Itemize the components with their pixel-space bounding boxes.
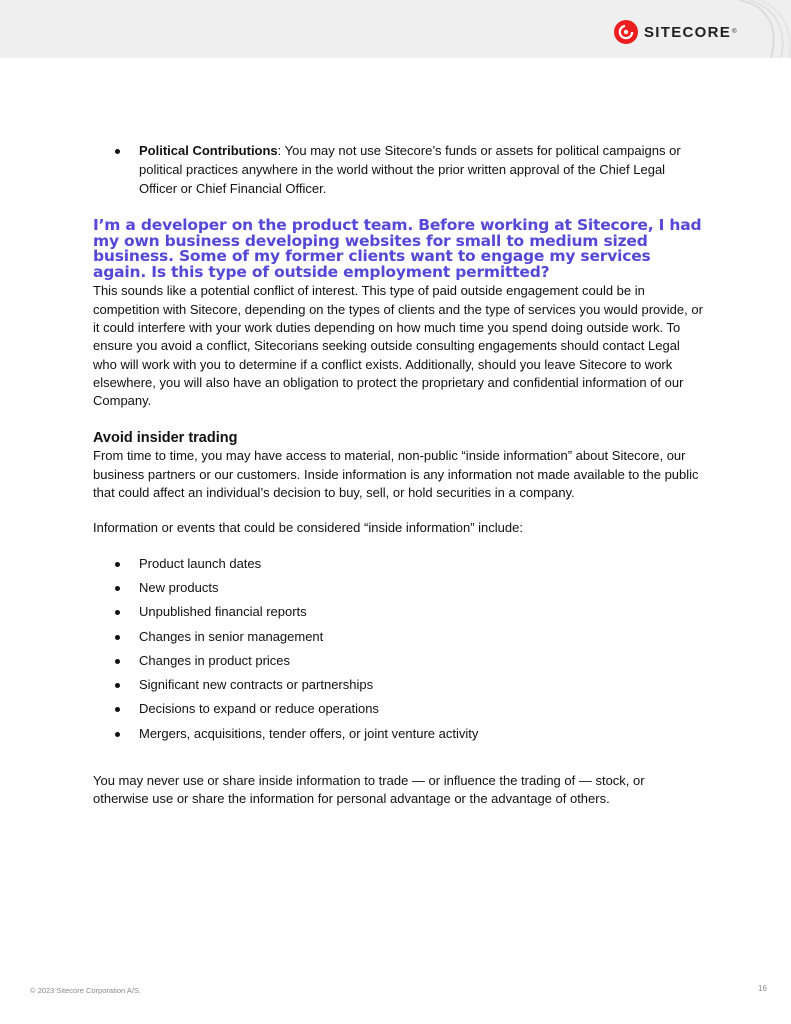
list-item: Mergers, acquisitions, tender offers, or joint venture activity [93, 722, 703, 746]
insider-trading-intro: From time to time, you may have access to material, non-public “inside information” about Sitecore, our business partners or our customers. Inside information is any information not made available to the public that could affect an individual’s decision to buy, sell, or hold securities in a company. [93, 448, 699, 501]
list-item: Changes in senior management [93, 625, 703, 649]
copyright-notice: © 2023 Sitecore Corporation A/S. [30, 986, 142, 995]
list-item: Product launch dates [93, 552, 703, 576]
list-item: New products [93, 576, 703, 600]
political-contributions-list [93, 141, 703, 198]
sitecore-logo-icon [614, 20, 638, 44]
inside-info-list [93, 552, 703, 746]
list-item [93, 141, 703, 198]
list-item: Decisions to expand or reduce operations [93, 697, 703, 721]
page-number: 16 [758, 984, 767, 993]
trademark-symbol: ® [732, 29, 737, 35]
faq-question: I’m a developer on the product team. Before working at Sitecore, I had my own business developing websites for small to medium sized business. Some of my former clients want to engage my services again. Is this type of outside employment permitted? [93, 216, 702, 281]
political-contributions-text: : You may not use Sitecore’s funds or assets for political campaigns or political practices anywhere in the world without the prior written approval of the Chief Legal Officer or Chief Financial Officer. [139, 143, 681, 196]
page-content [93, 141, 703, 809]
list-item: Significant new contracts or partnerships [93, 673, 703, 697]
brand-name: SITECORE [644, 23, 732, 41]
decorative-swoosh [731, 0, 791, 58]
insider-trading-closing: You may never use or share inside information to trade — or influence the trading of — stock, or otherwise use or share the information for personal advantage or the advantage of others. [93, 773, 645, 807]
sitecore-logo [614, 18, 737, 46]
inside-info-list-intro: Information or events that could be considered “inside information” include: [93, 520, 523, 536]
list-item: Changes in product prices [93, 649, 703, 673]
insider-trading-heading: Avoid insider trading [93, 430, 238, 447]
political-contributions-label: Political Contributions [139, 143, 278, 158]
faq-answer: This sounds like a potential conflict of interest. This type of paid outside engagement could be in competition with Sitecore, depending on the types of clients and the type of services you would provide, or it could interfere with your work duties depending on how much time you spend doing outside work. To ensure you avoid a conflict, Sitecorians seeking outside consulting engagements should contact Legal who will work with you to determine if a conflict exists. Additionally, should you leave Sitecore to work elsewhere, you will also have an obligation to protect the proprietary and confidential information of our Company. [93, 283, 703, 409]
page-header [0, 0, 791, 58]
list-item: Unpublished financial reports [93, 600, 703, 624]
